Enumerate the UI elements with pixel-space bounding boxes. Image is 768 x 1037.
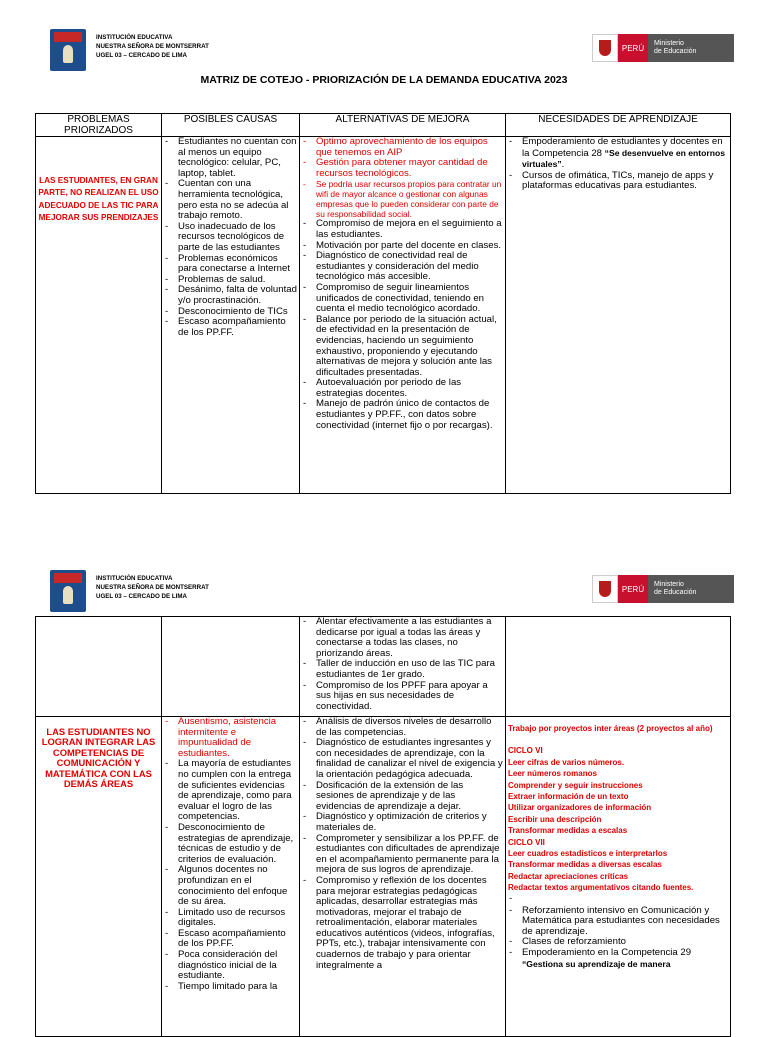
ministry-label: Ministerio de Educación [648, 575, 734, 603]
list-item: - Desánimo, falta de voluntad y/o procrastinación. [178, 285, 297, 306]
list-item: - Comprometer y sensibilizar a los PP.FF. de estudiantes con dificultades de aprendizaje en el acompañamiento permanente para la mejora de sus logros de aprendizaje. [316, 834, 503, 876]
list-item: - Empoderamiento de estudiantes y docentes en la Competencia 28 “Se desenvuelve en entornos virtuales”. [522, 137, 728, 171]
alternatives-cell [300, 617, 506, 717]
list-item: - Autoevaluación por periodo de las estrategias docentes. [316, 378, 503, 399]
matrix-table-page-2 [35, 616, 731, 1037]
list-item: Utilizar organizadores de información [508, 803, 652, 813]
list-item: - Dosificación de la extensión de las sesiones de aprendizaje y de las evidencias de aprendizaje a dejar. [316, 781, 503, 813]
ministry-logo [592, 34, 734, 62]
list-item: - Ausentismo, asistencia intermitente e impuntualidad de estudiantes. [178, 717, 297, 759]
list-item: - Compromiso de los PPFF para apoyar a sus hijas en sus necesidades de conectividad. [316, 681, 503, 713]
list-item: Leer números romanos [508, 769, 597, 779]
list-item: - Desconocimiento de TICs [178, 307, 297, 318]
column-header: POSIBLES CAUSAS [162, 114, 300, 137]
ministry-label: Ministerio de Educación [648, 34, 734, 62]
institution-line-3: UGEL 03 – CERCADO DE LIMA [96, 593, 187, 600]
list-item: - Balance por periodo de la situación actual, de efectividad en la presentación de evidencias, haciendo un seguimiento exhaustivo, proponiendo y ejecutando alternativas de mejora y solución ante las dificultades presentadas. [316, 315, 503, 379]
list-item: - Limitado uso de recursos digitales. [178, 908, 297, 929]
list-item [508, 734, 728, 745]
list-item [522, 894, 728, 906]
causes-cell [162, 137, 300, 494]
column-header: ALTERNATIVAS DE MEJORA [300, 114, 506, 137]
list-item: - Optimo aprovechamiento de los equipos que tenemos en AIP [316, 137, 503, 158]
list-item: Extraer información de un texto [508, 792, 629, 802]
list-item: - Análisis de diversos niveles de desarrollo de las competencias. [316, 717, 503, 738]
problem-cell: LAS ESTUDIANTES, EN GRAN PARTE, NO REALIZAN EL USO ADECUADO DE LAS TIC PARA MEJORAR SUS PRENDIZAJES [36, 137, 162, 494]
list-item: - Escaso acompañamiento de los PP.FF. [178, 317, 297, 338]
causes-cell [162, 617, 300, 717]
peru-shield-icon [592, 34, 618, 62]
list-item: - Uso inadecuado de los recursos tecnológicos de parte de las estudiantes [178, 222, 297, 254]
school-crest-icon [50, 570, 86, 612]
institution-line-3: UGEL 03 – CERCADO DE LIMA [96, 52, 187, 59]
list-item: - Reforzamiento intensivo en Comunicación y Matemática para estudiantes con necesidades de aprendizaje. [522, 906, 728, 938]
peru-label: PERÚ [618, 575, 648, 603]
alternatives-cell [300, 717, 506, 1037]
table-row [36, 137, 731, 494]
list-item: Transformar medidas a diversas escalas [508, 860, 662, 870]
list-item: Trabajo por proyectos inter áreas (2 proyectos al año) [508, 724, 713, 733]
list-item: Redactar apreciaciones críticas [508, 871, 629, 881]
list-item: CICLO VI [508, 746, 543, 756]
list-item: - Escaso acompañamiento de los PP.FF. [178, 929, 297, 950]
list-item: - Se podría usar recursos propios para contratar un wifi de mayor alcance o gestionar con algunas empresas que lo pueden considerar con parte de su responsabilidad social. [316, 179, 503, 219]
list-item: - Clases de reforzamiento [522, 937, 728, 948]
table-header-row [36, 114, 731, 137]
list-item: - Taller de inducción en uso de las TIC para estudiantes de 1er grado. [316, 659, 503, 680]
needs-cell [506, 617, 731, 717]
institution-line-1: INSTITUCIÓN EDUCATIVA [96, 575, 173, 582]
institution-line-2: NUESTRA SEÑORA DE MONTSERRAT [96, 584, 209, 591]
document-title: MATRIZ DE COTEJO - PRIORIZACIÓN DE LA DEMANDA EDUCATIVA 2023 [200, 74, 568, 86]
list-item: Leer cifras de varios números. [508, 757, 625, 767]
list-item: - Compromiso de seguir lineamientos unificados de conectividad, teniendo en cuenta el medio tecnológico acordado. [316, 283, 503, 315]
list-item: - Cursos de ofimática, TICs, manejo de apps y plataformas educativas para estudiantes. [522, 171, 728, 192]
institution-line-2: NUESTRA SEÑORA DE MONTSERRAT [96, 43, 209, 50]
list-item: - Empoderamiento en la Competencia 29 “Gestiona su aprendizaje de manera [522, 948, 728, 970]
list-item: CICLO VII [508, 837, 545, 847]
list-item: Comprender y seguir instrucciones [508, 780, 643, 790]
list-item: - Problemas económicos para conectarse a Internet [178, 254, 297, 275]
institution-name [96, 33, 209, 60]
list-item: - Motivación por parte del docente en clases. [316, 241, 503, 252]
column-header: PROBLEMAS PRIORIZADOS [36, 114, 162, 137]
page-header [0, 541, 768, 600]
list-item: - Tiempo limitado para la [178, 982, 297, 993]
school-crest-icon [50, 29, 86, 71]
needs-cell [506, 717, 731, 1037]
page-header [0, 0, 768, 59]
list-item: - Cuentan con una herramienta tecnológica, pero esta no se adecúa al trabajo remoto. [178, 179, 297, 221]
list-item: - Alentar efectivamente a las estudiantes a dedicarse por igual a todas las áreas y conectarse a todas las clases, no priorizando áreas. [316, 617, 503, 659]
list-item: - Gestión para obtener mayor cantidad de recursos tecnológicos. [316, 158, 503, 179]
list-item: - La mayoría de estudiantes no cumplen con la entrega de suficientes evidencias de aprendizaje, como para evaluar el logro de las competencias. [178, 759, 297, 823]
problem-cell: LAS ESTUDIANTES NO LOGRAN INTEGRAR LAS COMPETENCIAS DE COMUNICACIÓN Y MATEMÁTICA CON LAS DEMÁS ÁREAS [36, 717, 162, 1037]
institution-name [96, 574, 209, 601]
problem-cell [36, 617, 162, 717]
peru-shield-icon [592, 575, 618, 603]
causes-cell [162, 717, 300, 1037]
table-row [36, 717, 731, 1037]
list-item: - Poca consideración del diagnóstico inicial de la estudiante. [178, 950, 297, 982]
list-item: - Desconocimiento de estrategias de aprendizaje, técnicas de estudio y de criterios de evaluación. [178, 823, 297, 865]
list-item: - Problemas de salud. [178, 275, 297, 286]
peru-label: PERÚ [618, 34, 648, 62]
list-item: Leer cuadros estadísticos e interpretarlos [508, 849, 668, 859]
matrix-table-page-1 [35, 113, 731, 494]
list-item: - Manejo de padrón único de contactos de estudiantes y PP.FF., con datos sobre conectividad (internet fijo o por recargas). [316, 399, 503, 431]
column-header: NECESIDADES DE APRENDIZAJE [506, 114, 731, 137]
list-item: Redactar textos argumentativos citando fuentes. [508, 883, 694, 893]
alternatives-cell [300, 137, 506, 494]
list-item: - Estudiantes no cuentan con al menos un equipo tecnológico: celular, PC, laptop, tablet. [178, 137, 297, 179]
list-item: - Compromiso y reflexión de los docentes para mejorar estrategias pedagógicas aplicadas, desarrollar estrategias más motivadoras, mejorar el trabajo de retroalimentación, elaborar materiales educativos auténticos (videos, infografías, PPTs, etc.), trabajar intensivamente con cuadernos de trabajo y para orientar integralmente a [316, 876, 503, 971]
institution-line-1: INSTITUCIÓN EDUCATIVA [96, 34, 173, 41]
list-item: - Diagnóstico de estudiantes ingresantes y con necesidades de aprendizaje, con la finalidad de canalizar el nivel de exigencia y la orientación pedagógica adecuada. [316, 738, 503, 780]
needs-red-list [508, 717, 728, 894]
list-item: - Algunos docentes no profundizan en el conocimiento del enfoque de su área. [178, 865, 297, 907]
ministry-logo [592, 575, 734, 603]
table-row [36, 617, 731, 717]
list-item: - Diagnóstico de conectividad real de estudiantes y consideración del medio tecnológico más accesible. [316, 251, 503, 283]
list-item: Transformar medidas a escalas [508, 826, 628, 836]
list-item: Escribir una descripción [508, 814, 602, 824]
list-item: - Compromiso de mejora en el seguimiento a las estudiantes. [316, 219, 503, 240]
list-item: - Diagnóstico y optimización de criterios y materiales de. [316, 812, 503, 833]
needs-cell [506, 137, 731, 494]
